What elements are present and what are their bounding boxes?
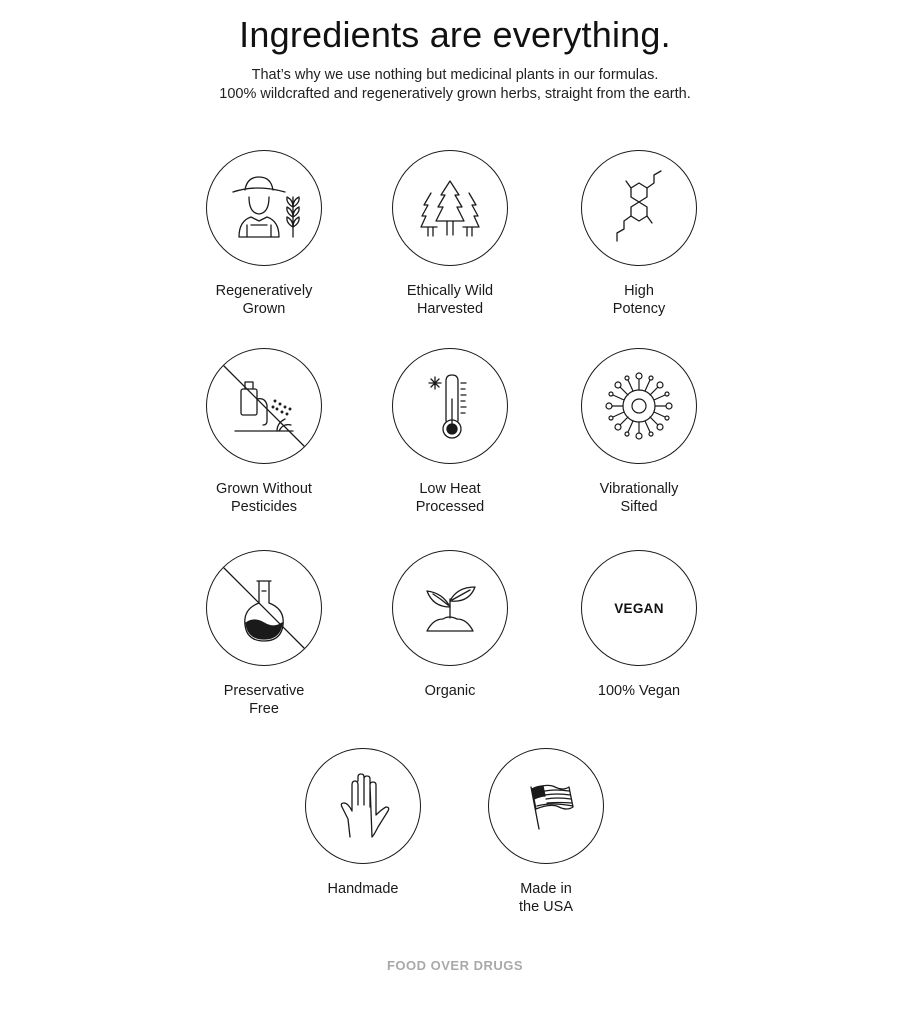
footer-tagline: FOOD OVER DRUGS (386, 958, 524, 973)
badge-label: Grown Without Pesticides (216, 481, 312, 515)
badge-label: Ethically Wild Harvested (406, 283, 494, 317)
trees-icon (393, 151, 507, 265)
badge-circle (581, 348, 697, 464)
badge-circle (392, 348, 508, 464)
badge-label: Regeneratively Grown (215, 283, 313, 317)
thermometer-icon (393, 349, 507, 463)
badge-label: Vibrationally Sifted (599, 481, 679, 515)
sprout-icon (393, 551, 507, 665)
badge-circle (206, 150, 322, 266)
page-subtitle (0, 66, 910, 104)
badge-preservative-free (174, 550, 354, 718)
badge-circle (392, 550, 508, 666)
badge-label: 100% Vegan (597, 683, 681, 699)
badge-vegan (549, 550, 729, 700)
molecule-icon (582, 151, 696, 265)
no-pesticide-icon (207, 349, 321, 463)
badge-circle (581, 550, 697, 666)
page-title: Ingredients are everything. (239, 14, 671, 55)
badge-label: Handmade (327, 881, 399, 897)
hand-icon (306, 749, 420, 863)
badge-low-heat-processed (360, 348, 540, 516)
badge-made-in-usa (456, 748, 636, 916)
badge-circle (305, 748, 421, 864)
badge-ethically-wild-harvested (360, 150, 540, 318)
badge-grown-without-pesticides (174, 348, 354, 516)
badge-label: Preservative Free (223, 683, 305, 717)
badge-vibrationally-sifted (549, 348, 729, 516)
badge-label: Organic (424, 683, 476, 699)
vibration-icon (582, 349, 696, 463)
vegan-icon: VEGAN (614, 600, 664, 616)
badge-regeneratively-grown (174, 150, 354, 318)
badge-circle (488, 748, 604, 864)
subtitle-line-1: That’s why we use nothing but medicinal plants in our formulas. (251, 67, 659, 83)
badge-label: Low Heat Processed (415, 481, 485, 515)
usa-flag-icon (489, 749, 603, 863)
badge-circle (206, 348, 322, 464)
badge-label: High Potency (612, 283, 666, 317)
badge-handmade (273, 748, 453, 898)
badge-circle (581, 150, 697, 266)
badge-circle (206, 550, 322, 666)
badge-circle (392, 150, 508, 266)
badge-label: Made in the USA (519, 881, 573, 915)
badge-organic (360, 550, 540, 700)
subtitle-line-2: 100% wildcrafted and regeneratively grown herbs, straight from the earth. (219, 86, 691, 102)
no-preservative-icon (207, 551, 321, 665)
badge-high-potency (549, 150, 729, 318)
farmer-icon (207, 151, 321, 265)
